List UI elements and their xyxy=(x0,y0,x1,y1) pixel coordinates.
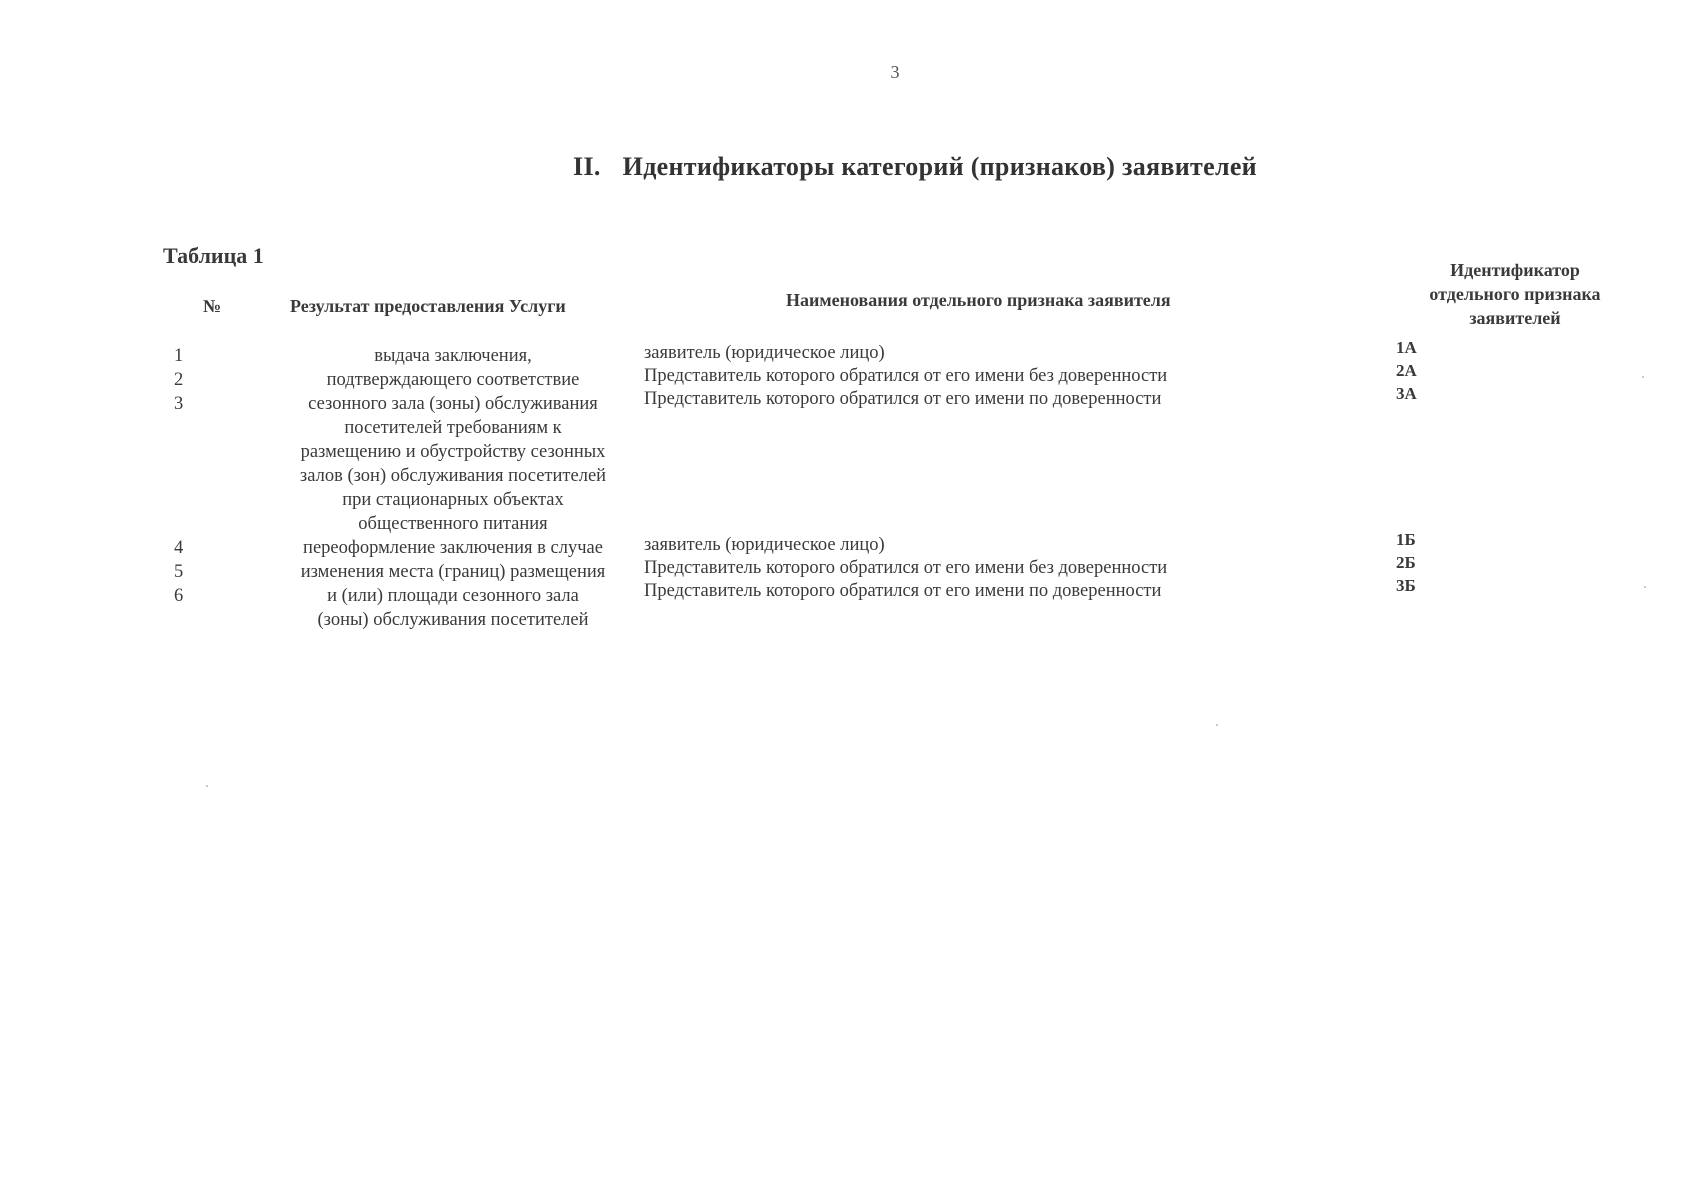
result-line: подтверждающего соответствие xyxy=(326,370,580,390)
identifier-code: 1Б xyxy=(1396,530,1416,549)
header-result: Результат предоставления Услуги xyxy=(290,296,566,316)
row-number: 1 xyxy=(174,346,184,366)
scan-speck xyxy=(1642,376,1644,378)
table-caption: Таблица 1 xyxy=(163,243,264,268)
row-number: 5 xyxy=(174,562,184,582)
applicant-feature: Представитель которого обратился от его имени без доверенности xyxy=(644,558,1168,578)
header-identifier-line: заявителей xyxy=(1469,308,1561,328)
result-text xyxy=(278,344,628,536)
scan-speck xyxy=(1644,586,1646,588)
row-number: 2 xyxy=(174,370,184,390)
row-number: 3 xyxy=(174,394,184,414)
result-line: посетителей требованиям к xyxy=(344,418,562,438)
identifier-code: 1А xyxy=(1396,338,1417,357)
page-number: 3 xyxy=(890,62,900,82)
result-line: размещению и обустройству сезонных xyxy=(300,442,606,462)
header-identifier-line: отдельного признака xyxy=(1429,284,1601,304)
scan-speck xyxy=(1216,724,1218,726)
result-line: и (или) площади сезонного зала xyxy=(327,586,579,606)
identifier-code: 2Б xyxy=(1396,553,1416,572)
identifier-code: 2А xyxy=(1396,361,1417,380)
header-identifier xyxy=(1395,258,1635,330)
applicant-feature: Представитель которого обратился от его имени без доверенности xyxy=(644,366,1168,386)
result-line: залов (зон) обслуживания посетителей xyxy=(299,466,607,486)
result-line: изменения места (границ) размещения xyxy=(300,562,606,582)
identifier-code: 3Б xyxy=(1396,576,1416,595)
header-identifier-line: Идентификатор xyxy=(1450,260,1580,280)
section-title-text: Идентификаторы категорий (признаков) заявителей xyxy=(622,152,1257,181)
row-number: 6 xyxy=(174,586,184,606)
result-line: (зоны) обслуживания посетителей xyxy=(317,610,589,630)
result-line: общественного питания xyxy=(358,514,548,534)
section-numeral: II. xyxy=(573,152,601,181)
applicant-feature: заявитель (юридическое лицо) xyxy=(644,343,885,363)
applicant-feature: Представитель которого обратился от его имени по доверенности xyxy=(644,581,1162,601)
result-line: сезонного зала (зоны) обслуживания xyxy=(308,394,598,414)
identifier-code: 3А xyxy=(1396,384,1417,403)
section-title xyxy=(0,152,1702,182)
header-num: № xyxy=(203,296,222,316)
result-line: выдача заключения, xyxy=(374,346,532,366)
result-text xyxy=(278,536,628,632)
applicant-feature: заявитель (юридическое лицо) xyxy=(644,535,885,555)
result-line: переоформление заключения в случае xyxy=(303,538,603,558)
row-number: 4 xyxy=(174,538,184,558)
scan-speck xyxy=(206,785,208,787)
applicant-feature: Представитель которого обратился от его имени по доверенности xyxy=(644,389,1162,409)
header-name: Наименования отдельного признака заявителя xyxy=(786,290,1171,310)
result-line: при стационарных объектах xyxy=(342,490,564,510)
